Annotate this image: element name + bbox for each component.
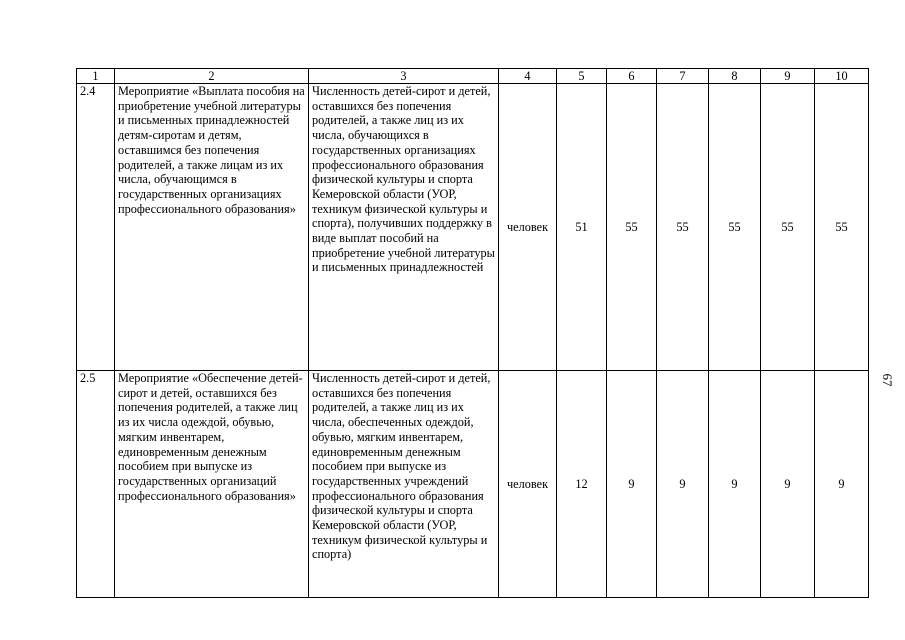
header-row: [77, 69, 869, 84]
header-cell: 10: [815, 69, 869, 84]
row-number: 2.4: [77, 84, 115, 371]
unit-cell: человек: [499, 84, 557, 371]
indicator-cell: Численность детей-сирот и детей, оставшихся без попечения родителей, а также лиц из их числа, обеспеченных одеждой, обувью, мягким инвентарем, единовременным денежным пособием при выпуске из государственных учреждений профессионального образования физической культуры и спорта Кемеровской области (УОР, техникум физической культуры и спорта): [309, 371, 499, 598]
header-cell: 2: [115, 69, 309, 84]
header-cell: 8: [709, 69, 761, 84]
value-cell: 9: [761, 371, 815, 598]
header-cell: 1: [77, 69, 115, 84]
value-cell: 55: [761, 84, 815, 371]
event-cell: Мероприятие «Обеспечение детей-сирот и детей, оставшихся без попечения родителей, а также лиц из их числа одеждой, обувью, мягким инвентарем, единовременным денежным пособием при выпуске из государственных организаций профессионального образования»: [115, 371, 309, 598]
header-cell: 6: [607, 69, 657, 84]
row-number: 2.5: [77, 371, 115, 598]
value-cell: 12: [557, 371, 607, 598]
value-cell: 9: [657, 371, 709, 598]
value-cell: 55: [607, 84, 657, 371]
event-cell: Мероприятие «Выплата пособия на приобретение учебной литературы и письменных принадлежностей детям-сиротам и детям, оставшимся без попечения родителей, а также лицам из их числа, обучающимся в государственных организациях профессионального образования»: [115, 84, 309, 371]
value-cell: 9: [815, 371, 869, 598]
value-cell: 55: [815, 84, 869, 371]
page-number: 67: [880, 373, 895, 387]
value-cell: 51: [557, 84, 607, 371]
header-cell: 3: [309, 69, 499, 84]
unit-cell: человек: [499, 371, 557, 598]
value-cell: 9: [709, 371, 761, 598]
header-cell: 5: [557, 69, 607, 84]
table-row: [77, 84, 869, 371]
value-cell: 9: [607, 371, 657, 598]
header-cell: 7: [657, 69, 709, 84]
indicators-table: [76, 68, 869, 598]
header-cell: 9: [761, 69, 815, 84]
value-cell: 55: [657, 84, 709, 371]
value-cell: 55: [709, 84, 761, 371]
indicator-cell: Численность детей-сирот и детей, оставшихся без попечения родителей, а также лиц из их числа, обучающихся в государственных организациях профессионального образования физической культуры и спорта Кемеровской области (УОР, техникум физической культуры и спорта), получивших поддержку в виде выплат пособий на приобретение учебной литературы и письменных принадлежностей: [309, 84, 499, 371]
table-row: [77, 371, 869, 598]
header-cell: 4: [499, 69, 557, 84]
